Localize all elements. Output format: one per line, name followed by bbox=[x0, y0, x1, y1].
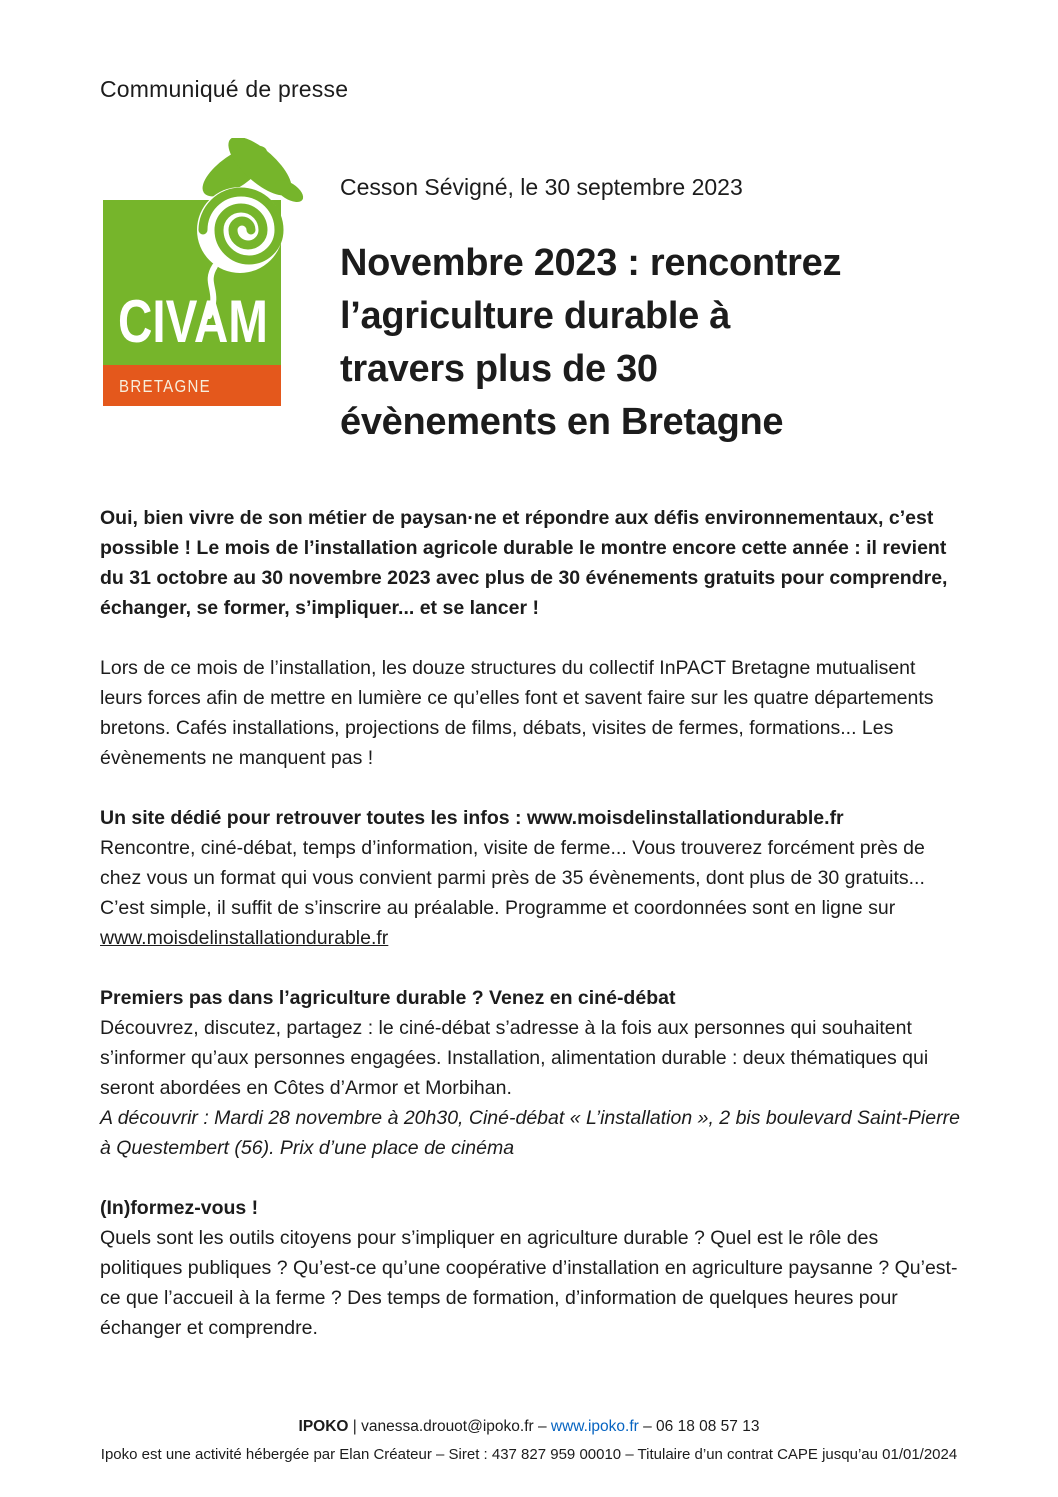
section-informez-vous-text: Quels sont les outils citoyens pour s’impliquer en agriculture durable ? Quel est le rôle des politiques publiques ? Qu’est-ce qu’une coopérative d’installation en agriculture paysanne ? Qu’est-ce que l’accueil à la ferme ? Des temps de formation, d’information de quelques heures pour échanger et comprendre. bbox=[100, 1227, 958, 1339]
article-body bbox=[100, 503, 962, 1373]
section-heading-informez-vous: (In)formez-vous ! bbox=[100, 1197, 259, 1219]
section-heading-cine-debat: Premiers pas dans l’agriculture durable ? Venez en ciné-débat bbox=[100, 987, 676, 1009]
footer-website-link[interactable]: www.ipoko.fr bbox=[550, 1418, 639, 1435]
footer-contact-line bbox=[0, 1413, 1058, 1441]
logo-region-label: BRETAGNE bbox=[119, 376, 211, 396]
title-line: l’agriculture durable à bbox=[340, 295, 731, 337]
section-heading-site-dedie: Un site dédié pour retrouver toutes les infos : www.moisdelinstallationdurable.fr bbox=[100, 807, 844, 829]
section-cine-debat bbox=[100, 983, 962, 1163]
footer-phone: 06 18 08 57 13 bbox=[656, 1418, 760, 1435]
intro-paragraph: Oui, bien vivre de son métier de paysan·ne et répondre aux défis environnementaux, c’est possible ! Le mois de l’installation agricole durable le montre encore cette année : il revient du 31 octobre au 30 novembre 2023 avec plus de 30 événements gratuits pour comprendre, échanger, se former, s’impliquer... et se lancer ! bbox=[100, 507, 948, 619]
page-footer bbox=[0, 1413, 1058, 1469]
footer-org-name: IPOKO bbox=[298, 1418, 349, 1435]
footer-dash: – bbox=[533, 1418, 551, 1435]
paragraph-collectif: Lors de ce mois de l’installation, les douze structures du collectif InPACT Bretagne mutualisent leurs forces afin de mettre en lumière ce qu’elles font et savent faire sur les quatre départements bretons. Cafés installations, projections de films, débats, visites de fermes, formations... Les évènements ne manquent pas ! bbox=[100, 657, 934, 769]
footer-email-link[interactable]: vanessa.drouot@ipoko.fr bbox=[361, 1418, 534, 1435]
title-line: travers plus de 30 bbox=[340, 348, 658, 390]
cine-debat-event-note: A découvrir : Mardi 28 novembre à 20h30, Ciné-débat « L’installation », 2 bis boulevard Saint-Pierre à Questembert (56). Prix d’une place de cinéma bbox=[100, 1107, 960, 1159]
section-informez-vous bbox=[100, 1193, 962, 1343]
footer-dash: – bbox=[638, 1418, 657, 1435]
section-site-dedie-text: Rencontre, ciné-débat, temps d’information, visite de ferme... Vous trouverez forcément près de chez vous un format qui vous convient parmi près de 35 évènements, dont plus de 30 gratuits... C’est simple, il suffit de s’inscrire au préalable. Programme et coordonnées sont en ligne sur bbox=[100, 837, 925, 919]
section-site-dedie bbox=[100, 803, 962, 953]
logo-acronym: CIVAM bbox=[118, 288, 268, 355]
title-line: évènements en Bretagne bbox=[340, 401, 784, 443]
section-cine-debat-text: Découvrez, discutez, partagez : le ciné-débat s’adresse à la fois aux personnes qui souhaitent s’informer qu’aux personnes engagées. Installation, alimentation durable : deux thématiques qui seront abordées en Côtes d’Armor et Morbihan. bbox=[100, 1017, 929, 1099]
dateline: Cesson Sévigné, le 30 septembre 2023 bbox=[340, 174, 743, 200]
page-title bbox=[340, 237, 970, 449]
document-kicker: Communiqué de presse bbox=[100, 76, 349, 102]
footer-separator: | bbox=[348, 1418, 362, 1435]
footer-legal-line: Ipoko est une activité hébergée par Elan Créateur – Siret : 437 827 959 00010 – Titulaire d’un contrat CAPE jusqu’au 01/01/2024 bbox=[100, 1446, 958, 1463]
mois-installation-link[interactable]: www.moisdelinstallationdurable.fr bbox=[100, 927, 389, 949]
civam-bretagne-logo bbox=[103, 138, 333, 406]
title-line: Novembre 2023 : rencontrez bbox=[340, 242, 842, 284]
